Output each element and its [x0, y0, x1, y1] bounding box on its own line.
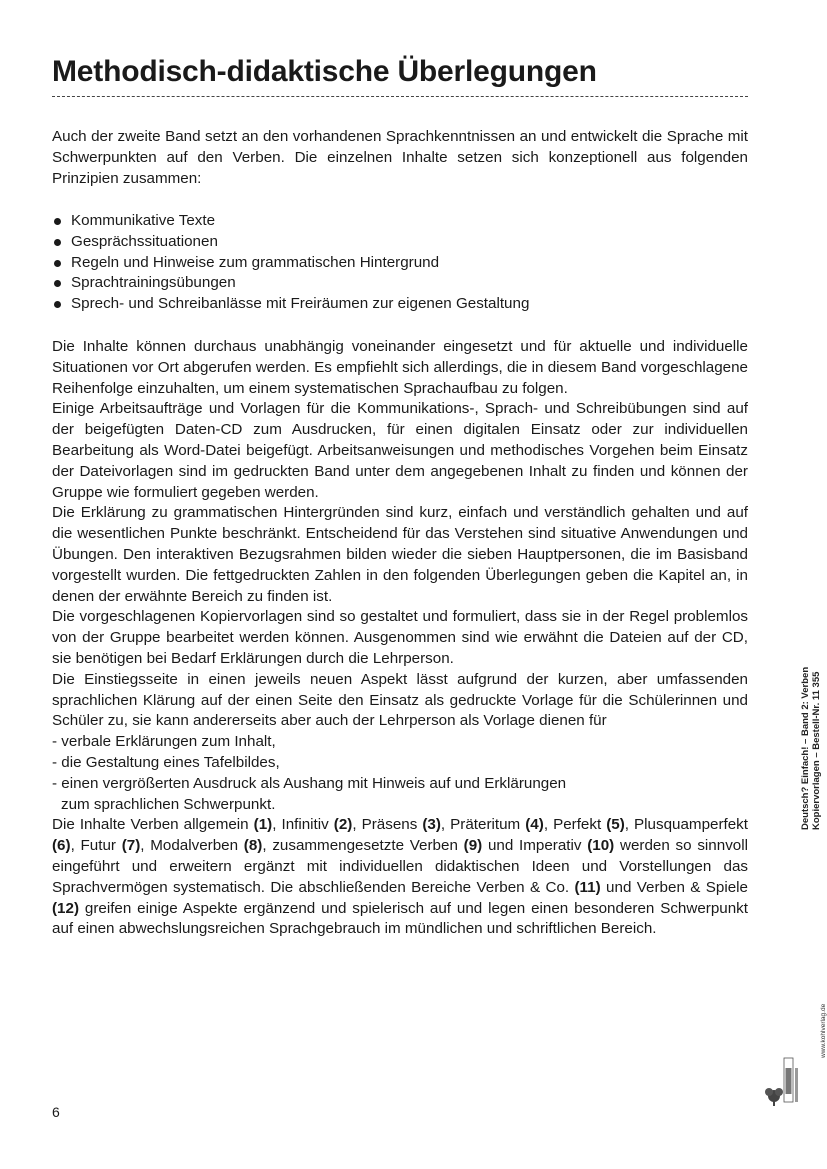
paragraph: Die vorgeschlagenen Kopiervorlagen sind so gestaltet und formuliert, dass sie in der Regel problemlos von der Gruppe bearbeitet werden können. Ausgenommen sind wie erwähnt die Dateien auf der CD, sie benötigen bei Bedarf Erklärungen durch die Lehrperson.	[52, 608, 748, 667]
publisher-url: www.kohlverlag.de	[820, 1003, 827, 1058]
dash-item: - einen vergrößerten Ausdruck als Aushang mit Hinweis auf und Erklärungen	[52, 774, 567, 792]
body-text	[52, 337, 748, 940]
intro-paragraph: Auch der zweite Band setzt an den vorhandenen Sprachkenntnissen an und entwickelt die Sprache mit Schwerpunkten auf den Verben. Die einzelnen Inhalte setzen sich konzeptionell aus folgenden Prinzipien zusammen:	[52, 128, 748, 187]
list-item: Sprachtrainingsübungen	[52, 273, 529, 294]
list-item: Regeln und Hinweise zum grammatischen Hintergrund	[52, 253, 529, 274]
principles-list	[52, 211, 529, 315]
dashed-divider	[52, 96, 748, 97]
dash-item: - verbale Erklärungen zum Inhalt,	[52, 733, 276, 751]
page-title: Methodisch-didaktische Überlegungen	[52, 55, 597, 88]
final-paragraph: Die Inhalte Verben allgemein (1), Infinitiv (2), Präsens (3), Präteritum (4), Perfekt (5), Plusquamperfekt (6), Futur (7), Modalverben (8), zusammengesetzte Verben (9) und Imperativ (10) werden so sinnvoll eingeführt und erweitern ergänzt mit individuellen didaktischen Ideen und Vorstellungen das Sprachvermögen systematisch. Die abschließenden Bereiche Verben & Co. (11) und Verben & Spiele (12) greifen einige Aspekte ergänzend und spielerisch auf und legen einen besonderen Schwerpunkt auf einen abwechslungsreichen Sprachgebrauch im mündlichen und schriftlichen Bereich.	[52, 816, 748, 938]
dash-item: - die Gestaltung eines Tafelbildes,	[52, 753, 280, 771]
list-item: Kommunikative Texte	[52, 211, 529, 232]
page-number: 6	[52, 1104, 60, 1120]
paragraph: Die Einstiegsseite in einen jeweils neuen Aspekt lässt aufgrund der kurzen, aber umfassenden sprachlichen Klärung auf der einen Seite den Einsatz als gedruckte Vorlage für die Schülerinnen und Schüler zu, sie kann andererseits aber auch der Lehrperson als Vorlage dienen für	[52, 670, 748, 730]
list-item: Gesprächssituationen	[52, 232, 529, 253]
dash-item-continuation: zum sprachlichen Schwerpunkt.	[61, 795, 276, 813]
side-book-title: Deutsch? Einfach! – Band 2: Verben	[800, 666, 811, 830]
publisher-logo	[760, 1038, 820, 1108]
list-item: Sprech- und Schreibanlässe mit Freiräumen zur eigenen Gestaltung	[52, 294, 529, 315]
paragraph: Die Inhalte können durchaus unabhängig voneinander eingesetzt und für aktuelle und individuelle Situationen vor Ort abgerufen werden. Es empfiehlt sich allerdings, die in diesem Band vorgeschlagene Reihenfolge einzuhalten, um einem systematischen Sprachaufbau zu folgen.	[52, 338, 748, 397]
side-book-info	[800, 667, 822, 830]
paragraph: Einige Arbeitsaufträge und Vorlagen für die Kommunikations-, Sprach- und Schreibübungen sind auf der beigefügten Daten-CD zum Ausdrucken, für einen digitalen Einsatz oder zur individuellen Bearbeitung als Word-Datei beigefügt. Arbeitsanweisungen und methodisches Vorgehen beim Einsatz der Dateivorlagen sind im gedruckten Band unter dem angegebenen Inhalt zu finden und können der Gruppe wie formuliert gegeben werden.	[52, 400, 748, 501]
side-order-number: Kopiervorlagen – Bestell-Nr. 11 355	[811, 671, 822, 830]
paragraph: Die Erklärung zu grammatischen Hintergründen sind kurz, einfach und verständlich gehalten und auf die wesentlichen Punkte beschränkt. Entscheidend für das Verstehen sind situative Anwendungen und Übungen. Den interaktiven Bezugsrahmen bilden wieder die sieben Hauptpersonen, die im Basisband vorgestellt wurden. Die fettgedruckten Zahlen in den folgenden Überlegungen geben die Kapitel an, in denen der erwähnte Bereich zu finden ist.	[52, 504, 748, 605]
